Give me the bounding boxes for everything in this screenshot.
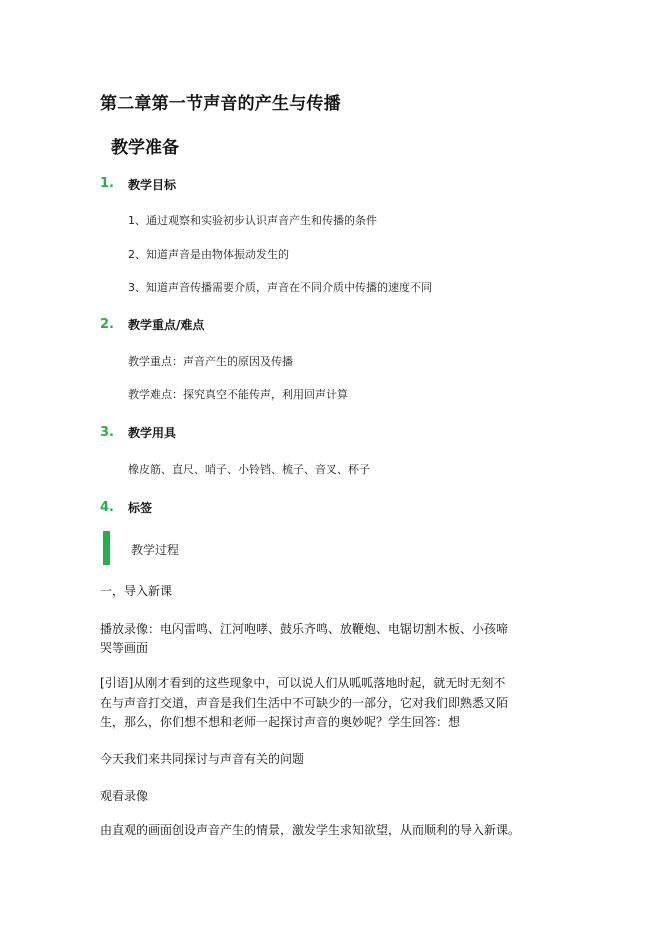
tools-list: 橡皮筋、直尺、哨子、小铃铛、梳子、音叉、杯子 <box>128 463 370 476</box>
objective-3: 3、知道声音传播需要介质，声音在不同介质中传播的速度不同 <box>128 281 432 294</box>
section-2-title: 教学重点/难点 <box>128 318 205 332</box>
section-4-number: 4. <box>100 500 114 515</box>
watch-video-line: 观看录像 <box>100 789 149 803</box>
quote-line-2: 在与声音打交道，声音是我们生活中不可缺少的一部分，它对我们即熟悉又陌 <box>100 696 509 710</box>
section-4-title: 标签 <box>128 501 153 515</box>
section-3-number: 3. <box>100 425 114 440</box>
difficult-point: 教学难点：探究真空不能传声，利用回声计算 <box>128 388 348 401</box>
video-line-1: 播放录像：电闪雷鸣、江河咆哮、鼓乐齐鸣、放鞭炮、电锯切割木板、小孩啼 <box>100 622 509 636</box>
summary-line: 由直观的画面创设声音产生的情景，激发学生求知欲望，从而顺利的导入新课。 <box>100 823 521 837</box>
video-line-2: 哭等画面 <box>100 641 149 655</box>
intro-heading: 一，导入新课 <box>100 584 173 598</box>
section-3-title: 教学用具 <box>128 426 177 440</box>
section-1-title: 教学目标 <box>128 178 177 192</box>
prep-heading: 教学准备 <box>111 138 179 158</box>
section-1-number: 1. <box>100 176 114 191</box>
page-title: 第二章第一节声音的产生与传播 <box>100 94 341 114</box>
quote-line-3: 生，那么，你们想不想和老师一起探讨声音的奥妙呢？学生回答：想 <box>100 715 461 729</box>
key-point: 教学重点：声音产生的原因及传播 <box>128 355 293 368</box>
objective-1: 1、通过观察和实验初步认识声音产生和传播的条件 <box>128 214 377 227</box>
topic-line: 今天我们来共同探讨与声音有关的问题 <box>100 752 305 766</box>
process-accent-bar <box>103 531 110 565</box>
section-2-number: 2. <box>100 317 114 332</box>
objective-2: 2、知道声音是由物体振动发生的 <box>128 248 289 261</box>
quote-line-1: [引语]从刚才看到的这些现象中，可以说人们从呱呱落地时起，就无时无刻不 <box>100 676 506 690</box>
process-label: 教学过程 <box>131 543 180 557</box>
